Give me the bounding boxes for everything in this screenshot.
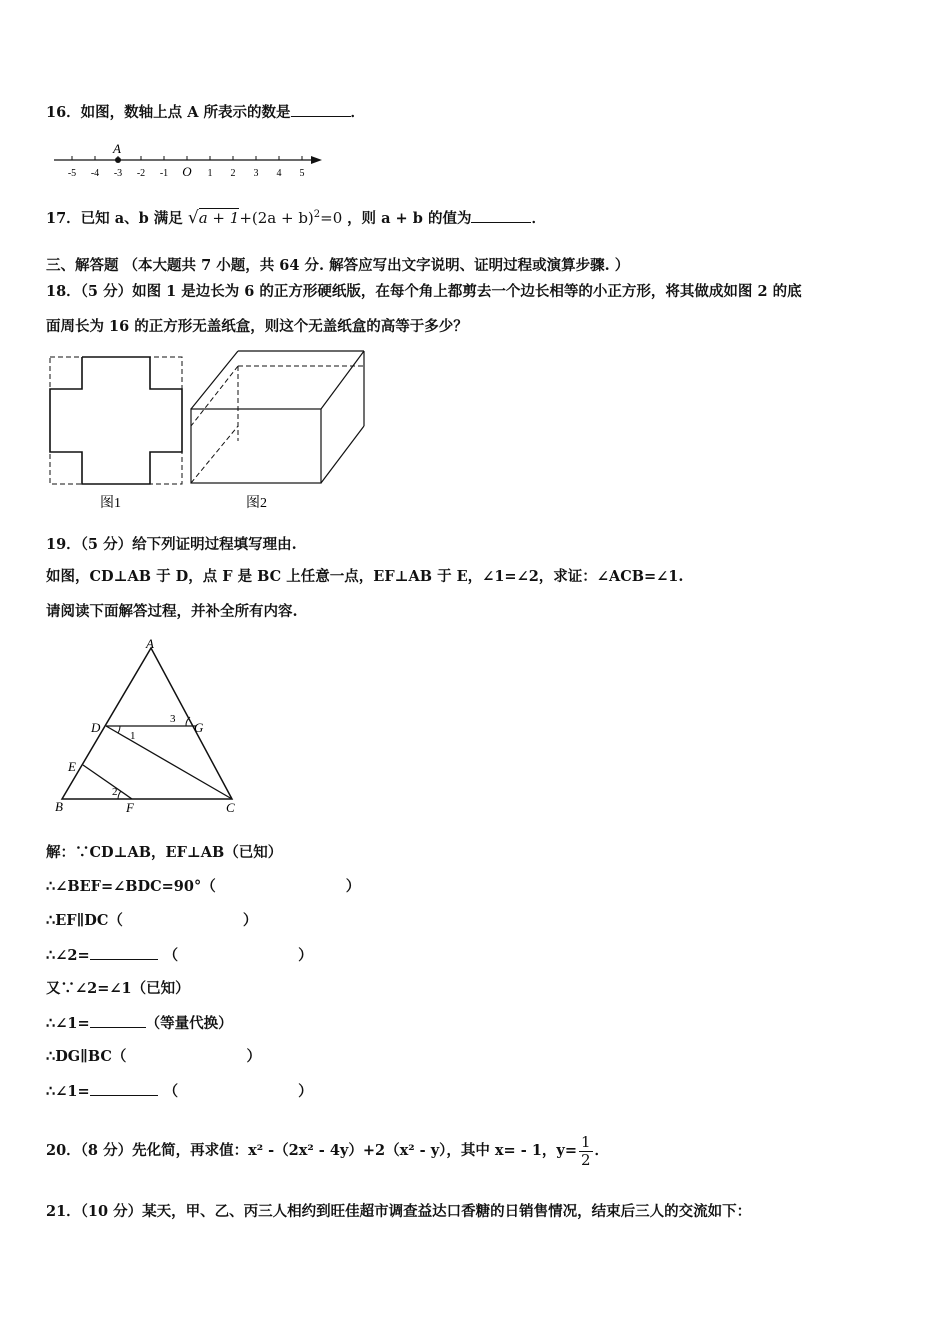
q18-line1: 18．（5 分）如图 1 是边长为 6 的正方形硬纸版，在每个角上都剪去一个边长相等的小正方形，将其做成如图 2 的底 xyxy=(46,283,802,300)
q19-line2: 如图，CD⊥AB 于 D，点 F 是 BC 上任意一点，EF⊥AB 于 E，∠1=∠2，求证：∠ACB=∠1. xyxy=(46,568,684,585)
proof-step-7: ∴∠1= （ ） xyxy=(46,1083,313,1100)
fraction-one-half: $\frac{1}{2}$ xyxy=(580,1132,591,1169)
label-c: C xyxy=(226,800,235,815)
proof-step-2: ∴EF∥DC（ ） xyxy=(46,912,258,929)
point-a-dot xyxy=(115,157,121,163)
fig1-outer-dashed xyxy=(50,357,182,484)
q16-blank xyxy=(291,102,351,117)
box-front xyxy=(191,409,321,483)
label-angle-2: 2 xyxy=(112,786,118,798)
label-e: E xyxy=(68,759,76,774)
label-g: G xyxy=(194,720,204,735)
answer-blank-3[interactable] xyxy=(90,945,158,960)
fig1-label: 图1 xyxy=(100,496,121,511)
q17-end: ． xyxy=(531,210,546,227)
tick-label: -5 xyxy=(67,168,77,179)
tick-label: 3 xyxy=(253,168,259,179)
tick-label: 4 xyxy=(276,168,282,179)
segment-ef xyxy=(83,765,132,799)
triangle-figure xyxy=(46,632,246,822)
tick-label: 1 xyxy=(207,168,213,179)
q17-post: ，则 a + b 的值为 xyxy=(347,210,472,227)
section3-heading: 三、解答题 （本大题共 7 小题，共 64 分. 解答应写出文字说明、证明过程或演算步骤. ） xyxy=(46,257,630,274)
q17-expr-c: =0 xyxy=(320,209,343,227)
tick-label: -4 xyxy=(90,168,100,179)
q19-line3: 请阅读下面解答过程，并补全所有内容. xyxy=(46,603,298,620)
q16-line xyxy=(46,102,365,123)
figure1-paper xyxy=(46,352,188,517)
label-angle-1: 1 xyxy=(130,730,136,742)
answer-blank-5[interactable] xyxy=(90,1013,146,1028)
q19-line1: 19．（5 分）给下列证明过程填写理由. xyxy=(46,536,297,553)
proof-step-5: ∴∠1= （等量代换） xyxy=(46,1015,233,1032)
label-f: F xyxy=(126,800,134,815)
number-line-figure xyxy=(46,138,336,183)
triangle-abc xyxy=(62,648,232,799)
tick-label: -3 xyxy=(113,168,123,179)
q16-end: ． xyxy=(350,104,366,121)
q18-line2: 面周长为 16 的正方形无盖纸盒，则这个无盖纸盒的高等于多少？ xyxy=(46,318,468,335)
label-a: A xyxy=(146,636,154,651)
q17-exponent: 2 xyxy=(313,209,321,220)
q16-text: 16．如图，数轴上点 A 所表示的数是 xyxy=(46,104,291,121)
tick-label: 2 xyxy=(230,168,236,179)
proof-step-3: ∴∠2= （ ） xyxy=(46,947,313,964)
answer-blank-7[interactable] xyxy=(90,1081,158,1096)
tick-label: -1 xyxy=(159,168,169,179)
tick-label: -2 xyxy=(136,168,146,179)
sqrt-sign: √ xyxy=(187,208,199,228)
tick-label: 5 xyxy=(299,168,305,179)
label-b: B xyxy=(55,799,63,814)
fig2-label: 图2 xyxy=(246,496,267,511)
label-d: D xyxy=(91,720,101,735)
q17-expr-b: +(2a + b) xyxy=(239,209,314,227)
proof-step-0: 解：∵CD⊥AB，EF⊥AB（已知） xyxy=(46,844,283,861)
proof-step-1: ∴∠BEF=∠BDC=90°（ ） xyxy=(46,878,361,895)
q20-line: 20．（8 分）先化简，再求值：x² -（2x² - 4y）+2（x² - y），其中 x= - 1，y= $\frac{1}{2}$ ． xyxy=(46,1132,610,1169)
point-a-label: A xyxy=(113,141,121,156)
proof-step-4: 又∵∠2=∠1（已知） xyxy=(46,980,190,997)
q17-pre: 17．已知 a、b 满足 xyxy=(46,210,183,227)
q21-line: 21．（10 分）某天，甲、乙、丙三人相约到旺佳超市调查益达口香糖的日销售情况，结束后三人的交流如下： xyxy=(46,1203,752,1220)
number-line-arrow xyxy=(311,156,322,164)
q17-blank xyxy=(471,208,531,223)
sqrt-radicand: a + 1 xyxy=(198,209,240,227)
q17-expression xyxy=(188,209,347,227)
label-angle-3: 3 xyxy=(170,713,176,725)
proof-step-6: ∴DG∥BC（ ） xyxy=(46,1048,261,1065)
tick-label: O xyxy=(182,164,192,179)
figure2-box xyxy=(186,346,370,516)
fig1-cross-outline xyxy=(50,357,182,484)
q17-line xyxy=(46,205,546,229)
q20-text: 20．（8 分）先化简，再求值：x² -（2x² - 4y）+2（x² - y），其中 x= - 1，y= xyxy=(46,1142,577,1159)
